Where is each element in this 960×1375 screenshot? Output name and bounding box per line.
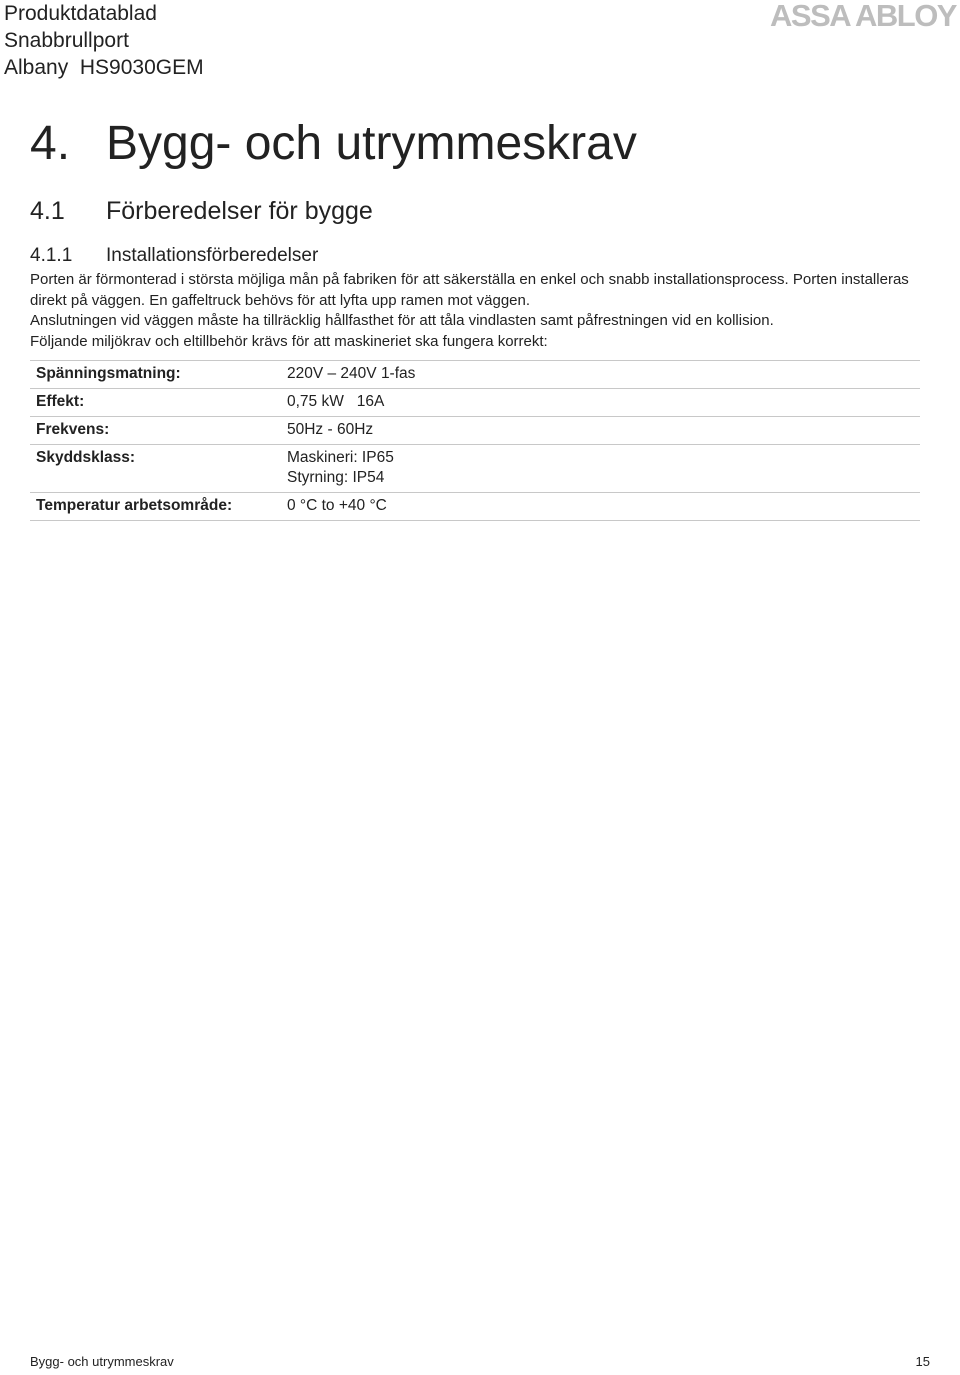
header-line-model: Albany HS9030GEM	[4, 56, 204, 79]
spec-value	[281, 389, 920, 417]
spec-value	[281, 445, 920, 493]
paragraph: Porten är förmonterad i största möjliga mån på fabriken för att säkerställa en enkel och snabb installationsprocess. Porten installeras direkt på väggen. En gaffeltruck behövs för att lyfta upp ramen mot väggen.	[30, 271, 909, 309]
spec-label: Temperatur arbetsområde:	[30, 493, 281, 521]
subsubsection-number: 4.1.1	[30, 245, 73, 266]
subsection-number: 4.1	[30, 197, 65, 225]
paragraph: Anslutningen vid väggen måste ha tillräcklig hållfasthet för att tåla vindlasten samt påfrestningen vid en kollision.	[30, 312, 774, 329]
subsubsection-title: Installationsförberedelser	[106, 245, 319, 266]
spec-table	[30, 360, 920, 521]
section-heading	[30, 112, 637, 176]
spec-value-line: Maskineri: IP65	[287, 449, 394, 466]
header-line-product-type: Snabbrullport	[4, 29, 129, 52]
table-row	[30, 389, 920, 417]
table-row	[30, 417, 920, 445]
body-text	[30, 270, 940, 352]
header-line-doc-type: Produktdatablad	[4, 2, 157, 25]
spec-value	[281, 361, 920, 389]
spec-label: Frekvens:	[30, 417, 281, 445]
section-title: Bygg- och utrymmeskrav	[106, 117, 637, 170]
spec-value-line: 0,75 kW 16A	[287, 393, 385, 410]
brand-logo: ASSA ABLOY	[770, 0, 956, 33]
table-row	[30, 445, 920, 493]
spec-value-line: Styrning: IP54	[287, 469, 385, 486]
section-number: 4.	[30, 117, 71, 170]
footer-section-name: Bygg- och utrymmeskrav	[30, 1354, 174, 1369]
footer-page-number: 15	[915, 1354, 930, 1369]
subsection-title: Förberedelser för bygge	[106, 197, 373, 225]
subsubsection-heading	[30, 243, 318, 269]
spec-value-line: 220V – 240V 1-fas	[287, 365, 416, 382]
spec-label: Effekt:	[30, 389, 281, 417]
document-header	[4, 0, 204, 81]
spec-value-line: 0 °C to +40 °C	[287, 497, 387, 514]
spec-value	[281, 493, 920, 521]
spec-label: Skyddsklass:	[30, 445, 281, 493]
spec-value-line: 50Hz - 60Hz	[287, 421, 374, 438]
spec-value	[281, 417, 920, 445]
table-row	[30, 493, 920, 521]
table-row	[30, 361, 920, 389]
paragraph: Följande miljökrav och eltillbehör krävs för att maskineriet ska fungera korrekt:	[30, 332, 548, 350]
subsection-heading	[30, 194, 373, 228]
spec-label: Spänningsmatning:	[30, 361, 281, 389]
